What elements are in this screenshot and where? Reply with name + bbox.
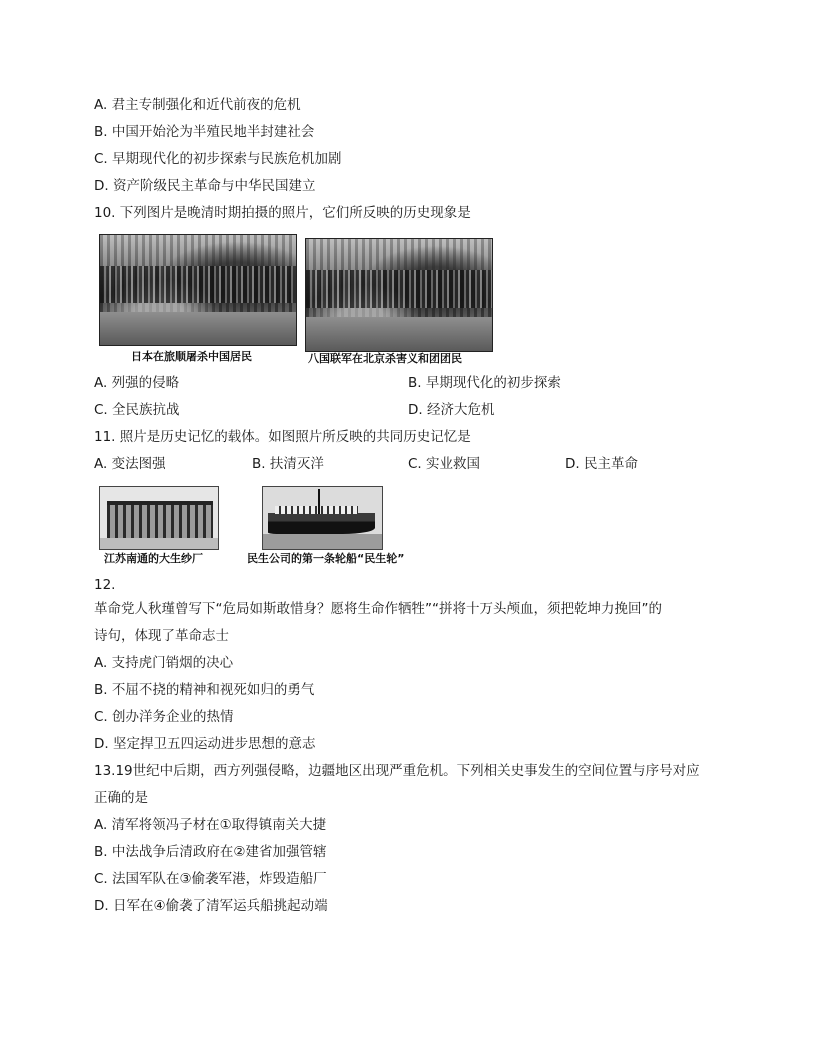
q10-stem: 10. 下列图片是晚清时期拍摄的照片，它们所反映的历史现象是 <box>94 205 471 221</box>
q11-caption-2: 民生公司的第一条轮船“民生轮” <box>247 552 405 565</box>
q10-option-d: D. 经济大危机 <box>408 402 495 418</box>
q9-option-a: A. 君主专制强化和近代前夜的危机 <box>94 97 301 113</box>
q12-option-a: A. 支持虎门销烟的决心 <box>94 655 234 671</box>
q9-option-b: B. 中国开始沦为半殖民地半封建社会 <box>94 124 315 140</box>
q10-photo-beijing <box>305 238 493 352</box>
q11-photo-factory <box>99 486 219 550</box>
q11-photo-ship <box>262 486 383 550</box>
q12-option-d: D. 坚定捍卫五四运动进步思想的意志 <box>94 736 316 752</box>
q13-option-b: B. 中法战争后清政府在②建省加强管辖 <box>94 844 327 860</box>
q11-option-b: B. 扶清灭洋 <box>252 456 324 472</box>
q10-option-a: A. 列强的侵略 <box>94 375 180 391</box>
q10-option-c: C. 全民族抗战 <box>94 402 180 418</box>
q9-option-d: D. 资产阶级民主革命与中华民国建立 <box>94 178 316 194</box>
q9-option-c: C. 早期现代化的初步探索与民族危机加剧 <box>94 151 342 167</box>
q12-stem-line2: 诗句，体现了革命志士 <box>94 628 229 644</box>
q11-option-a: A. 变法图强 <box>94 456 166 472</box>
q12-option-c: C. 创办洋务企业的热情 <box>94 709 234 725</box>
q10-caption-2: 八国联军在北京杀害义和团团民 <box>308 352 462 365</box>
q12-option-b: B. 不屈不挠的精神和视死如归的勇气 <box>94 682 315 698</box>
q10-photo-lushun <box>99 234 297 346</box>
q11-option-d: D. 民主革命 <box>565 456 638 472</box>
q12-stem-line1: 革命党人秋瑾曾写下“危局如斯敢惜身？愿将生命作牺牲”“拼将十万头颅血，须把乾坤力挽回”的 <box>94 601 662 617</box>
q13-option-a: A. 清军将领冯子材在①取得镇南关大捷 <box>94 817 327 833</box>
q10-caption-1: 日本在旅顺屠杀中国居民 <box>131 350 252 363</box>
q12-number: 12. <box>94 577 116 593</box>
q11-stem: 11. 照片是历史记忆的载体。如图照片所反映的共同历史记忆是 <box>94 429 471 445</box>
q10-option-b: B. 早期现代化的初步探索 <box>408 375 561 391</box>
q13-option-d: D. 日军在④偷袭了清军运兵船挑起动端 <box>94 898 328 914</box>
q13-stem-line1: 13.19世纪中后期，西方列强侵略，边疆地区出现严重危机。下列相关史事发生的空间位置与序号对应 <box>94 763 700 779</box>
q13-option-c: C. 法国军队在③偷袭军港，炸毁造船厂 <box>94 871 327 887</box>
q13-stem-line2: 正确的是 <box>94 790 148 806</box>
q11-caption-1: 江苏南通的大生纱厂 <box>104 552 203 565</box>
q11-option-c: C. 实业救国 <box>408 456 481 472</box>
